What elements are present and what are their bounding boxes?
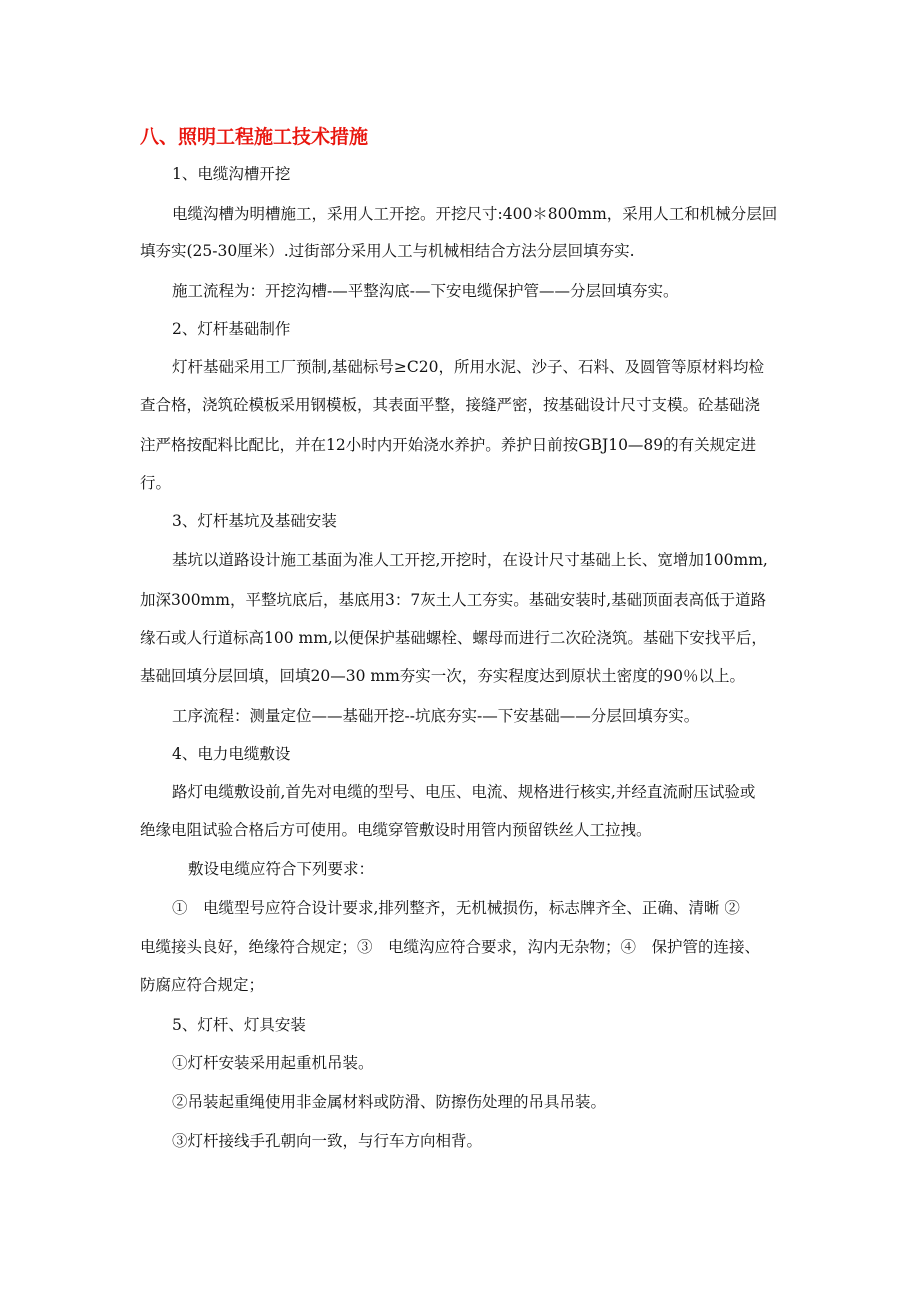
paragraph-line: 基础回填分层回填，回填20—30 mm夯实一次，夯实程度达到原状土密度的90％以上。 — [140, 667, 745, 685]
paragraph-line: 查合格，浇筑砼模板采用钢模板，其表面平整，接缝严密，按基础设计尺寸支模。砼基础浇 — [140, 396, 761, 414]
subsection-title-3: 3、灯杆基坑及基础安装 — [172, 512, 337, 530]
paragraph-line: 绝缘电阻试验合格后方可使用。电缆穿管敷设时用管内预留铁丝人工拉拽。 — [140, 821, 652, 839]
section-heading: 八、照明工程施工技术措施 — [140, 126, 369, 148]
requirement-line: ① 电缆型号应符合设计要求,排列整齐，无机械损伤，标志牌齐全、正确、清晰 ② — [172, 899, 740, 917]
requirement-line: 防腐应符合规定； — [140, 976, 265, 994]
requirement-line: 电缆接头良好，绝缘符合规定；③ 电缆沟应符合要求，沟内无杂物；④ 保护管的连接、 — [140, 938, 761, 956]
paragraph-line: 电缆沟槽为明槽施工，采用人工开挖。开挖尺寸:400＊800mm，采用人工和机械分层回 — [172, 205, 778, 223]
paragraph-line: 注严格按配料比配比，并在12小时内开始浇水养护。养护日前按GBJ10—89的有关规定进 — [140, 436, 757, 454]
paragraph-line: 行。 — [140, 474, 172, 492]
paragraph-line: 填夯实(25-30厘米）.过街部分采用人工与机械相结合方法分层回填夯实. — [140, 242, 635, 260]
subsection-title-2: 2、灯杆基础制作 — [172, 320, 291, 338]
paragraph-line: 工序流程：测量定位——基础开挖--坑底夯实-—下安基础——分层回填夯实。 — [172, 707, 700, 725]
paragraph-line: 灯杆基础采用工厂预制,基础标号≥C20，所用水泥、沙子、石料、及圆管等原材料均检 — [172, 358, 764, 376]
list-item: ③灯杆接线手孔朝向一致，与行车方向相背。 — [172, 1132, 483, 1150]
subsection-title-1: 1、电缆沟槽开挖 — [172, 165, 291, 183]
paragraph-line: 敷设电缆应符合下列要求： — [188, 860, 375, 878]
paragraph-line: 缘石或人行道标高100 mm,以便保护基础螺栓、螺母而进行二次砼浇筑。基础下安找平后， — [140, 629, 767, 647]
paragraph-line: 施工流程为：开挖沟槽-—平整沟底-—下安电缆保护管——分层回填夯实。 — [172, 282, 679, 300]
paragraph-line: 路灯电缆敷设前,首先对电缆的型号、电压、电流、规格进行核实,并经直流耐压试验或 — [172, 783, 756, 801]
list-item: ①灯杆安装采用起重机吊装。 — [172, 1054, 374, 1072]
list-item: ②吊装起重绳使用非金属材料或防滑、防擦伤处理的吊具吊装。 — [172, 1093, 607, 1111]
paragraph-line: 基坑以道路设计施工基面为准人工开挖,开挖时，在设计尺寸基础上长、宽增加100mm, — [172, 551, 768, 569]
paragraph-line: 加深300mm，平整坑底后，基底用3：7灰土人工夯实。基础安装时,基础顶面表高低于道路 — [140, 591, 767, 609]
subsection-title-5: 5、灯杆、灯具安装 — [172, 1016, 306, 1034]
subsection-title-4: 4、电力电缆敷设 — [172, 745, 291, 763]
